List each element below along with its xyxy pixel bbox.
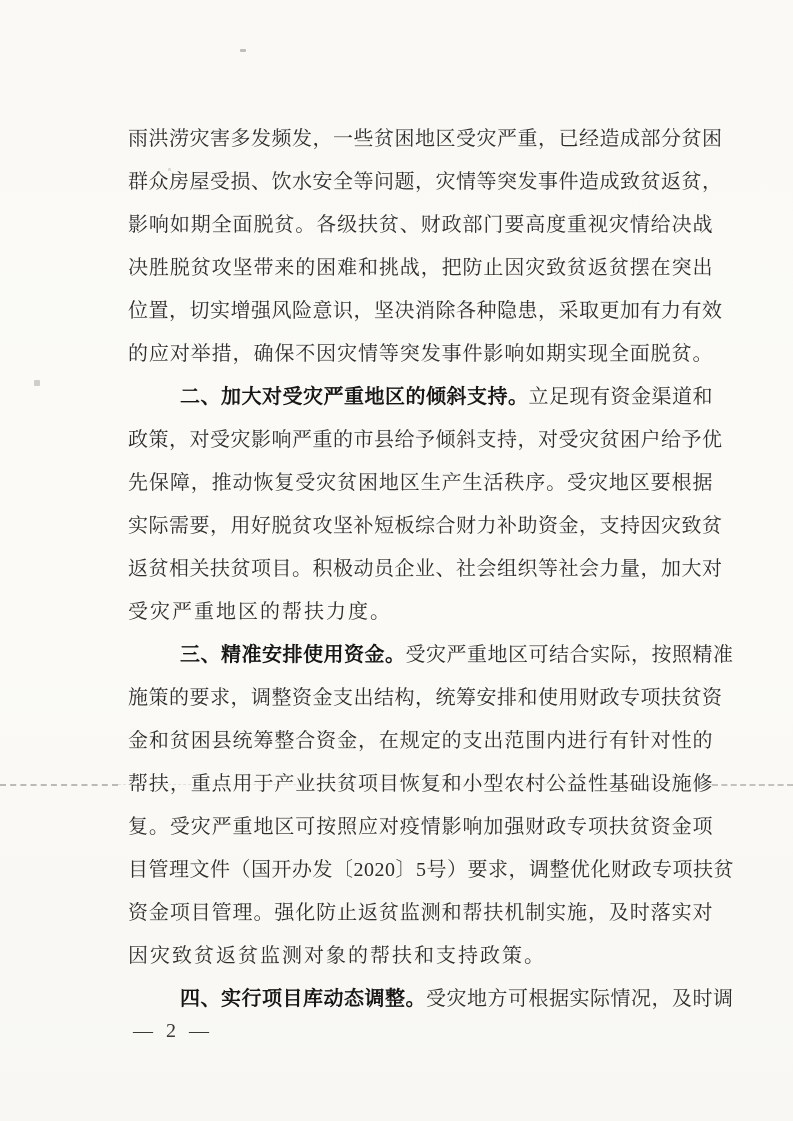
document-line <box>128 419 723 462</box>
line-text: 资金项目管理。强化防止返贫监测和帮扶机制实施，及时落实对 <box>128 902 713 924</box>
line-text: 受灾地方可根据实际情况，及时调 <box>426 988 734 1010</box>
document-line <box>128 290 723 333</box>
document-line <box>128 591 713 634</box>
line-text: 影响如期全面脱贫。各级扶贫、财政部门要高度重视灾情给决战 <box>128 214 713 236</box>
document-line <box>128 978 734 1021</box>
scan-speck <box>240 49 246 52</box>
document-line <box>128 333 713 376</box>
document-line <box>128 118 723 161</box>
document-line <box>128 247 713 290</box>
page-number: — 2 — <box>133 1020 213 1042</box>
line-text: 金和贫困县统筹整合资金，在规定的支出范围内进行有针对性的 <box>128 730 713 752</box>
document-line <box>128 548 723 591</box>
line-text: 先保障，推动恢复受灾贫困地区生产生活秩序。受灾地区要根据 <box>128 472 713 494</box>
document-line <box>128 204 713 247</box>
paragraph-heading: 二、加大对受灾严重地区的倾斜支持。 <box>180 386 529 408</box>
line-text: 目管理文件（国开办发〔2020〕5号）要求，调整优化财政专项扶贫 <box>128 859 734 881</box>
document-line <box>128 505 723 548</box>
line-text: 返贫相关扶贫项目。积极动员企业、社会组织等社会力量，加大对 <box>128 558 723 580</box>
line-text: 位置，切实增强风险意识，坚决消除各种隐患，采取更加有力有效 <box>128 300 723 322</box>
line-text: 决胜脱贫攻坚带来的困难和挑战，把防止因灾致贫返贫摆在突出 <box>128 257 713 279</box>
line-text: 施策的要求，调整资金支出结构，统筹安排和使用财政专项扶贫资 <box>128 687 723 709</box>
line-text: 受灾严重地区可结合实际，按照精准 <box>405 644 734 666</box>
paragraph-heading: 四、实行项目库动态调整。 <box>180 988 426 1010</box>
line-text: 实际需要，用好脱贫攻坚补短板综合财力补助资金，支持因灾致贫 <box>128 515 723 537</box>
line-text: 因灾致贫返贫监测对象的帮扶和支持政策。 <box>128 945 546 967</box>
scan-speck <box>34 380 40 386</box>
fold-line-artifact <box>0 784 118 786</box>
document-line <box>128 935 713 978</box>
line-text: 受灾严重地区的帮扶力度。 <box>128 601 392 623</box>
line-text: 群众房屋受损、饮水安全等问题，灾情等突发事件造成致贫返贫， <box>128 171 723 193</box>
line-text: 雨洪涝灾害多发频发，一些贫困地区受灾严重，已经造成部分贫困 <box>128 128 723 150</box>
document-line <box>128 806 713 849</box>
document-body <box>128 118 734 1021</box>
document-line <box>128 763 713 806</box>
line-text: 政策，对受灾影响严重的市县给予倾斜支持，对受灾贫困户给予优 <box>128 429 723 451</box>
fold-line-artifact <box>712 784 793 786</box>
document-line <box>128 462 713 505</box>
document-line <box>128 634 734 677</box>
paragraph-heading: 三、精准安排使用资金。 <box>180 644 406 666</box>
document-line <box>128 677 723 720</box>
line-text: 帮扶，重点用于产业扶贫项目恢复和小型农村公益性基础设施修 <box>128 773 713 795</box>
document-line <box>128 376 713 419</box>
document-line <box>128 892 713 935</box>
document-line <box>128 720 713 763</box>
document-line <box>128 849 734 892</box>
document-line <box>128 161 723 204</box>
line-text: 的应对举措，确保不因灾情等突发事件影响如期实现全面脱贫。 <box>128 343 713 365</box>
line-text: 复。受灾严重地区可按照应对疫情影响加强财政专项扶贫资金项 <box>128 816 713 838</box>
line-text: 立足现有资金渠道和 <box>528 386 713 408</box>
